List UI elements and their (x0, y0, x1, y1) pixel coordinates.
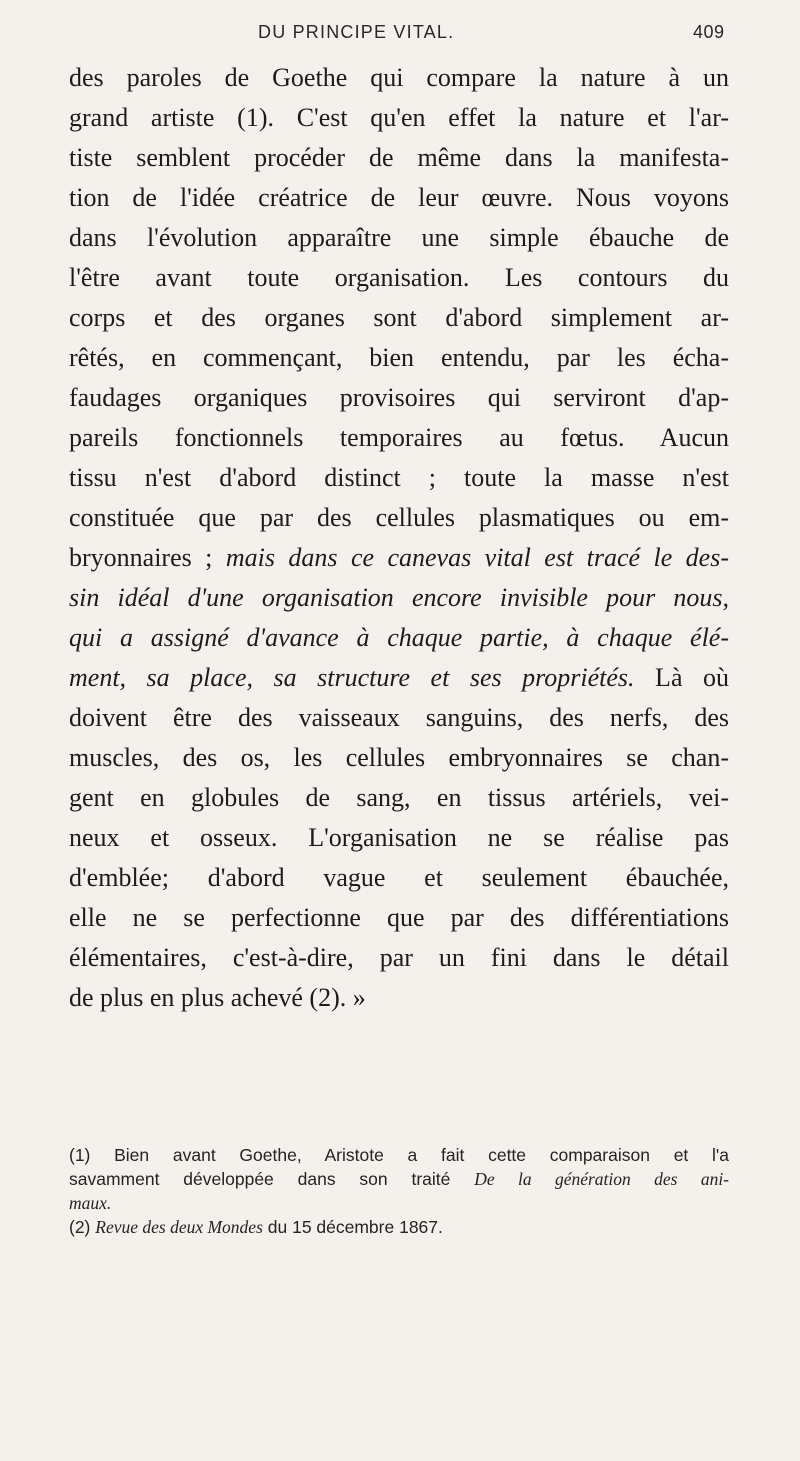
text-line: l'être avant toute organisation. Les contours du (69, 263, 729, 292)
text-line: constituée que par des cellules plasmatiques ou em- (69, 503, 729, 532)
text-line: muscles, des os, les cellules embryonnaires se chan- (69, 743, 729, 772)
running-title: DU PRINCIPE VITAL. (258, 22, 455, 42)
footnote-1-end: maux. (69, 1193, 112, 1213)
text-line: corps et des organes sont d'abord simplement ar- (69, 303, 729, 332)
text-line: rêtés, en commençant, bien entendu, par les écha- (69, 343, 729, 372)
text-line: des paroles de Goethe qui compare la nature à un (69, 63, 729, 92)
text-line: grand artiste (1). C'est qu'en effet la nature et l'ar- (69, 103, 729, 132)
footnote-1: (1) Bien avant Goethe, Aristote a fait cette comparaison et l'a (69, 1145, 729, 1165)
running-head (0, 22, 800, 46)
text-line: elle ne se perfectionne que par des différentiations (69, 903, 729, 932)
text-line: gent en globules de sang, en tissus artériels, vei- (69, 783, 729, 812)
footnotes (69, 1143, 729, 1239)
text-line: doivent être des vaisseaux sanguins, des nerfs, des (69, 703, 729, 732)
text-line: élémentaires, c'est-à-dire, par un fini dans le détail (69, 943, 729, 972)
text-line: bryonnaires ; mais dans ce canevas vital est tracé le des- (69, 543, 729, 572)
body-text (69, 58, 729, 1018)
footnote-2: (2) Revue des deux Mondes du 15 décembre 1867. (69, 1217, 443, 1237)
text-line: dans l'évolution apparaître une simple ébauche de (69, 223, 729, 252)
page-number: 409 (693, 22, 725, 42)
text-line: tiste semblent procéder de même dans la manifesta- (69, 143, 729, 172)
italic-text-line: qui a assigné d'avance à chaque partie, à chaque élé- (69, 623, 729, 652)
text-line: faudages organiques provisoires qui serviront d'ap- (69, 383, 729, 412)
text-line: d'emblée; d'abord vague et seulement ébauchée, (69, 863, 729, 892)
text-line: tion de l'idée créatrice de leur œuvre. Nous voyons (69, 183, 729, 212)
text-line: pareils fonctionnels temporaires au fœtus. Aucun (69, 423, 729, 452)
text-line: neux et osseux. L'organisation ne se réalise pas (69, 823, 729, 852)
footnote-1-continued: savamment développée dans son traité De la génération des ani- (69, 1169, 730, 1189)
italic-text-line: sin idéal d'une organisation encore invisible pour nous, (69, 583, 729, 612)
text-line: de plus en plus achevé (2). » (69, 983, 366, 1012)
text-line: ment, sa place, sa structure et ses propriétés. Là où (69, 663, 729, 692)
text-line: tissu n'est d'abord distinct ; toute la masse n'est (69, 463, 729, 492)
